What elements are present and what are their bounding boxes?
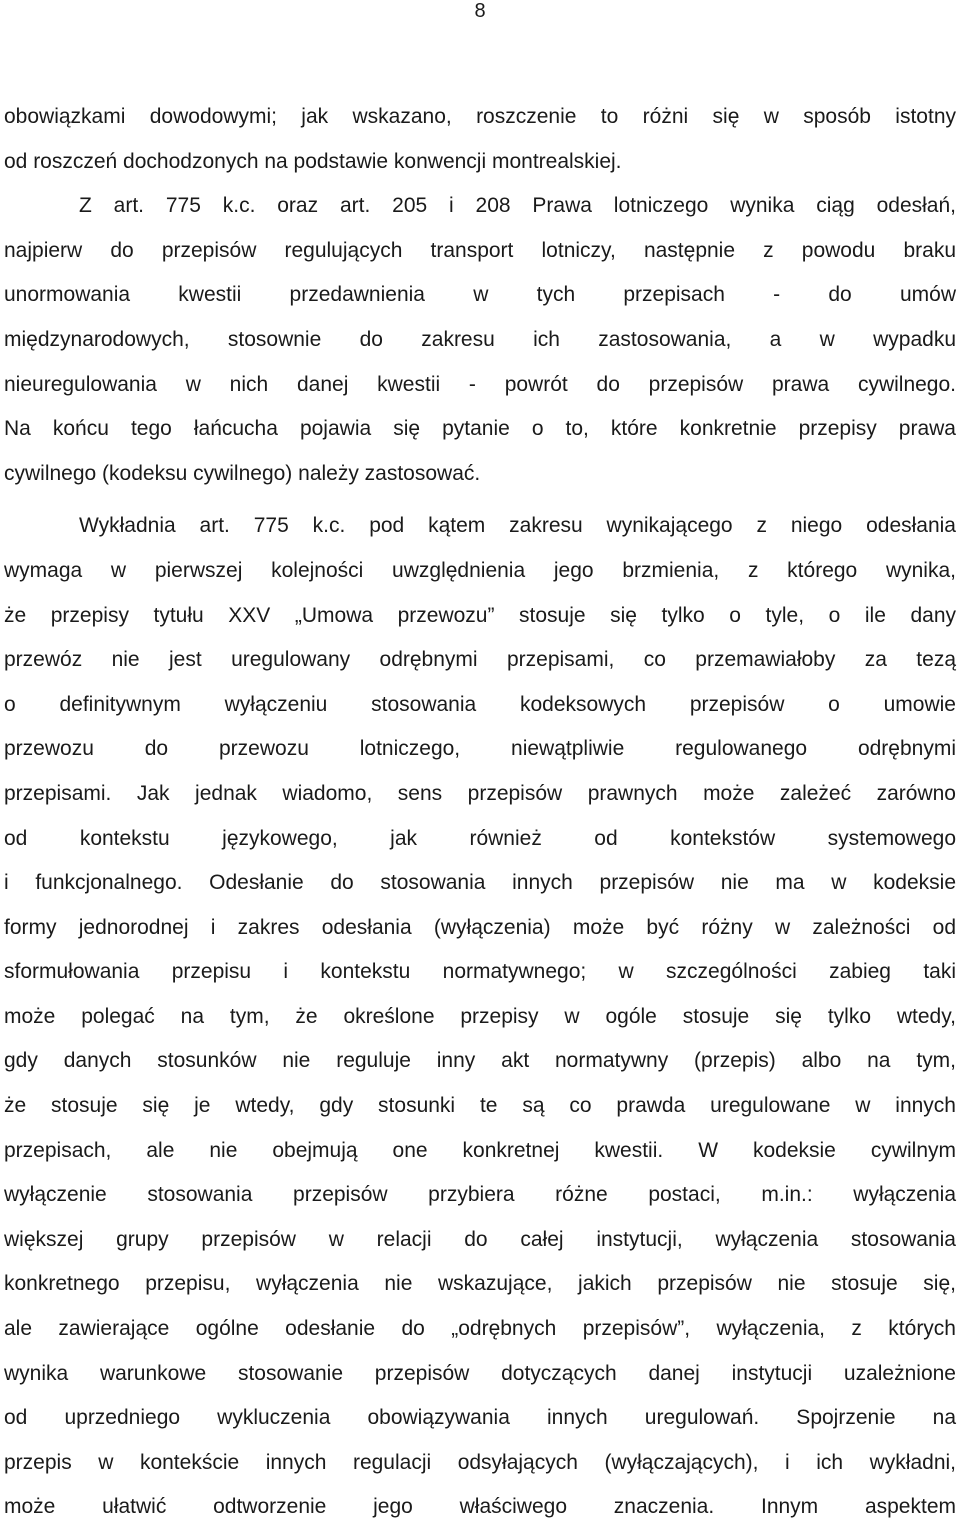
paragraph-gap bbox=[4, 496, 956, 504]
text-line: konkretnego przepisu, wyłączenia nie wskazujące, jakich przepisów nie stosuje się, bbox=[4, 1272, 956, 1296]
text-line: przepis w kontekście innych regulacji odsyłających (wyłączających), i ich wykładni, bbox=[4, 1450, 956, 1474]
text-line: przewozu do przewozu lotniczego, niewątpliwie regulowanego odrębnymi bbox=[4, 737, 956, 761]
text-line: od kontekstu językowego, jak również od kontekstów systemowego bbox=[4, 826, 956, 850]
text-line: Na końcu tego łańcucha pojawia się pytanie o to, które konkretnie przepisy prawa bbox=[4, 417, 956, 441]
text-line: od uprzedniego wykluczenia obowiązywania innych uregulowań. Spojrzenie na bbox=[4, 1406, 956, 1430]
text-line: od roszczeń dochodzonych na podstawie konwencji montrealskiej. bbox=[4, 149, 622, 173]
text-line: unormowania kwestii przedawnienia w tych przepisach - do umów bbox=[4, 283, 956, 307]
text-line: międzynarodowych, stosownie do zakresu ich zastosowania, a w wypadku bbox=[4, 327, 956, 351]
document-body bbox=[4, 95, 956, 1530]
text-line: wynika warunkowe stosowanie przepisów dotyczących danej instytucji uzależnione bbox=[4, 1361, 956, 1385]
text-line: i funkcjonalnego. Odesłanie do stosowania innych przepisów nie ma w kodeksie bbox=[4, 871, 956, 895]
text-line: że stosuje się je wtedy, gdy stosunki te są co prawda uregulowane w innych bbox=[4, 1094, 956, 1118]
text-line: może ułatwić odtworzenie jego właściwego znaczenia. Innym aspektem bbox=[4, 1495, 956, 1519]
page-number: 8 bbox=[474, 0, 486, 22]
text-line: gdy danych stosunków nie reguluje inny akt normatywny (przepis) albo na tym, bbox=[4, 1049, 956, 1073]
text-line: przepisami. Jak jednak wiadomo, sens przepisów prawnych może zależeć zarówno bbox=[4, 781, 956, 805]
text-line: wyłączenie stosowania przepisów przybiera różne postaci, m.in.: wyłączenia bbox=[4, 1183, 956, 1207]
text-line: najpierw do przepisów regulujących transport lotniczy, następnie z powodu braku bbox=[4, 238, 956, 262]
text-line: większej grupy przepisów w relacji do całej instytucji, wyłączenia stosowania bbox=[4, 1227, 956, 1251]
text-line: ale zawierające ogólne odesłanie do „odrębnych przepisów”, wyłączenia, z których bbox=[4, 1317, 956, 1341]
text-line: cywilnego (kodeksu cywilnego) należy zastosować. bbox=[4, 461, 481, 485]
paragraph-1 bbox=[4, 95, 956, 184]
text-line: Wykładnia art. 775 k.c. pod kątem zakresu wynikającego z niego odesłania bbox=[79, 514, 956, 538]
text-line: że przepisy tytułu XXV „Umowa przewozu” stosuje się tylko o tyle, o ile dany bbox=[4, 603, 956, 627]
text-line: przepisach, ale nie obejmują one konkretnej kwestii. W kodeksie cywilnym bbox=[4, 1138, 956, 1162]
paragraph-2 bbox=[4, 184, 956, 496]
text-line: może polegać na tym, że określone przepisy w ogóle stosuje się tylko wtedy, bbox=[4, 1004, 956, 1028]
text-line: przewóz nie jest uregulowany odrębnymi przepisami, co przemawiałoby za tezą bbox=[4, 648, 956, 672]
text-line: sformułowania przepisu i kontekstu normatywnego; w szczególności zabieg taki bbox=[4, 960, 956, 984]
text-line: o definitywnym wyłączeniu stosowania kodeksowych przepisów o umowie bbox=[4, 692, 956, 716]
text-line: wymaga w pierwszej kolejności uwzględnienia jego brzmienia, z którego wynika, bbox=[4, 558, 956, 582]
text-line: formy jednorodnej i zakres odesłania (wyłączenia) może być różny w zależności od bbox=[4, 915, 956, 939]
text-line: obowiązkami dowodowymi; jak wskazano, roszczenie to różni się w sposób istotny bbox=[4, 105, 956, 128]
text-line: nieuregulowania w nich danej kwestii - powrót do przepisów prawa cywilnego. bbox=[4, 372, 956, 396]
paragraph-3 bbox=[4, 504, 956, 1530]
text-line: Z art. 775 k.c. oraz art. 205 i 208 Prawa lotniczego wynika ciąg odesłań, bbox=[79, 194, 956, 218]
